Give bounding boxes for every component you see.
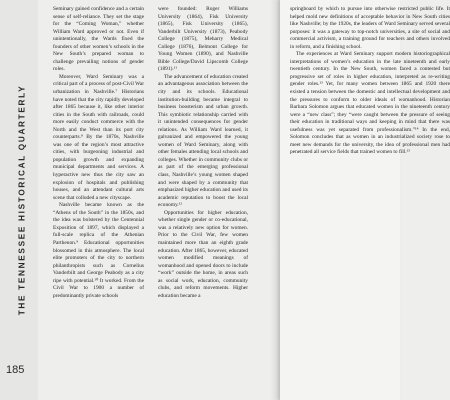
paragraph: The advancement of education created an advantageous association between the city and its schools. Educational institution-building became integral to business boosterism and urban growth. This symbiotic relationship carried with it unintended consequences for gender relations. As William Ward learned, it galvanized and empowered the young women of Ward Seminary, along with other females attending local schools and colleges. Whether in community clubs or as part of the emerging professional class, Nashville’s young women shaped and were shaped by a community that emphasized higher education and used its academic reputation to boost the local economy.¹² [158,73,248,209]
paragraph: Seminary gained confidence and a certain sense of self-reliance. They set the stage for the “Coming Woman,” whether William Ward approved or not. Even if unintentionally, the Wards fixed the founders of other women’s schools in the New South’s prepared woman to challenge prevailing notions of gender roles. [53,6,144,73]
page-gutter [270,0,280,400]
facing-page [280,0,450,400]
page-margin [0,0,38,400]
text-column-middle [158,6,248,300]
page-number: 185 [6,364,25,376]
paragraph: springboard by which to pursue into otherwise restricted public life. It helped mold new definitions of acceptable behavior in New South cities like Nashville; by the 1920s, the leaders of Ward Seminary served several purposes: it was a gateway to top-notch universities, a site of social and commercial activism, a training ground for teachers and others involved in reform, and a finishing school. [290,6,450,50]
paragraph: Opportunities for higher education, whether single gender or co-educational, was a relatively new option for women. Prior to the Civil War, few women maintained more than an eighth grade education. After 1865, however, educated women modified meanings of womanhood and opened doors to include “work” outside the home, in areas such as social work, education, community clubs, and reform movements. Higher education became a [158,209,248,299]
paragraph: were founded: Roger Williams University (1864), Fisk University (1865), Fisk University (1865), Vanderbilt University (1873), Peabody College (1875), Meharry Medical College (1876), Belmont College for Young Women (1890), and Nashville Bible College/David Lipscomb College (1891).¹¹ [158,6,248,73]
text-column-facing [290,6,450,157]
paragraph: Moreover, Ward Seminary was a critical part of a process of post-Civil War urbanization in Nashville.⁷ Historians have noted that the city rapidly developed after 1865 because it, like other interior cities in the South with railroads, could more easily conduct commerce with the North and the West than its port city counterparts.⁸ By the 1870s, Nashville was one of the region’s most attractive cities, with burgeoning industrial and population growth and expanding municipal departments and services. A hyperactive new thus the city saw an explosion of hospitals and publishing houses, and an attendant cultural arts scene that colluded a new cityscape. [53,73,144,201]
paragraph: The experiences at Ward Seminary support modern historiographical interpretations of women’s education in the late nineteenth and early twentieth century. In the New South, women faced a contested but progressive set of roles in higher education, interpreted as re-writing gender roles.¹³ Yet, for many women between 1865 and 1920 there existed a tension between the domestic and intellectual development and the pressures to conform to older ideals of womanhood. Historian Barbara Solomon argues that educated women in the nineteenth century were a “new class”; they “were caught between the pressure of seeing their education in traditional ways and keeping in mind that there was usefulness was yet separated from professionalism.”¹⁴ In the end, Solomon concludes that as women in an industrialized society rose to meet new demands for the university, the idea of professional men had penetrated all service fields that trained women to fill.¹⁵ [290,51,450,156]
journal-title: THE TENNESSEE HISTORICAL QUARTERLY [17,84,27,316]
text-column-left [53,6,144,300]
paragraph: Nashville became known as the “Athens of the South” in the 1850s, and the idea was bolstered by the Centennial Exposition of 1897, which displayed a full-scale replica of the Athenian Parthenon.⁹ Educational opportunities blossomed in this atmosphere. The local elite promoters of the city to northern philanthropists such as Cornelius Vanderbilt and George Peabody as a city ripe with potential.¹⁰ It worked. From the Civil War to 1900 a number of predominantly private schools [53,202,144,299]
